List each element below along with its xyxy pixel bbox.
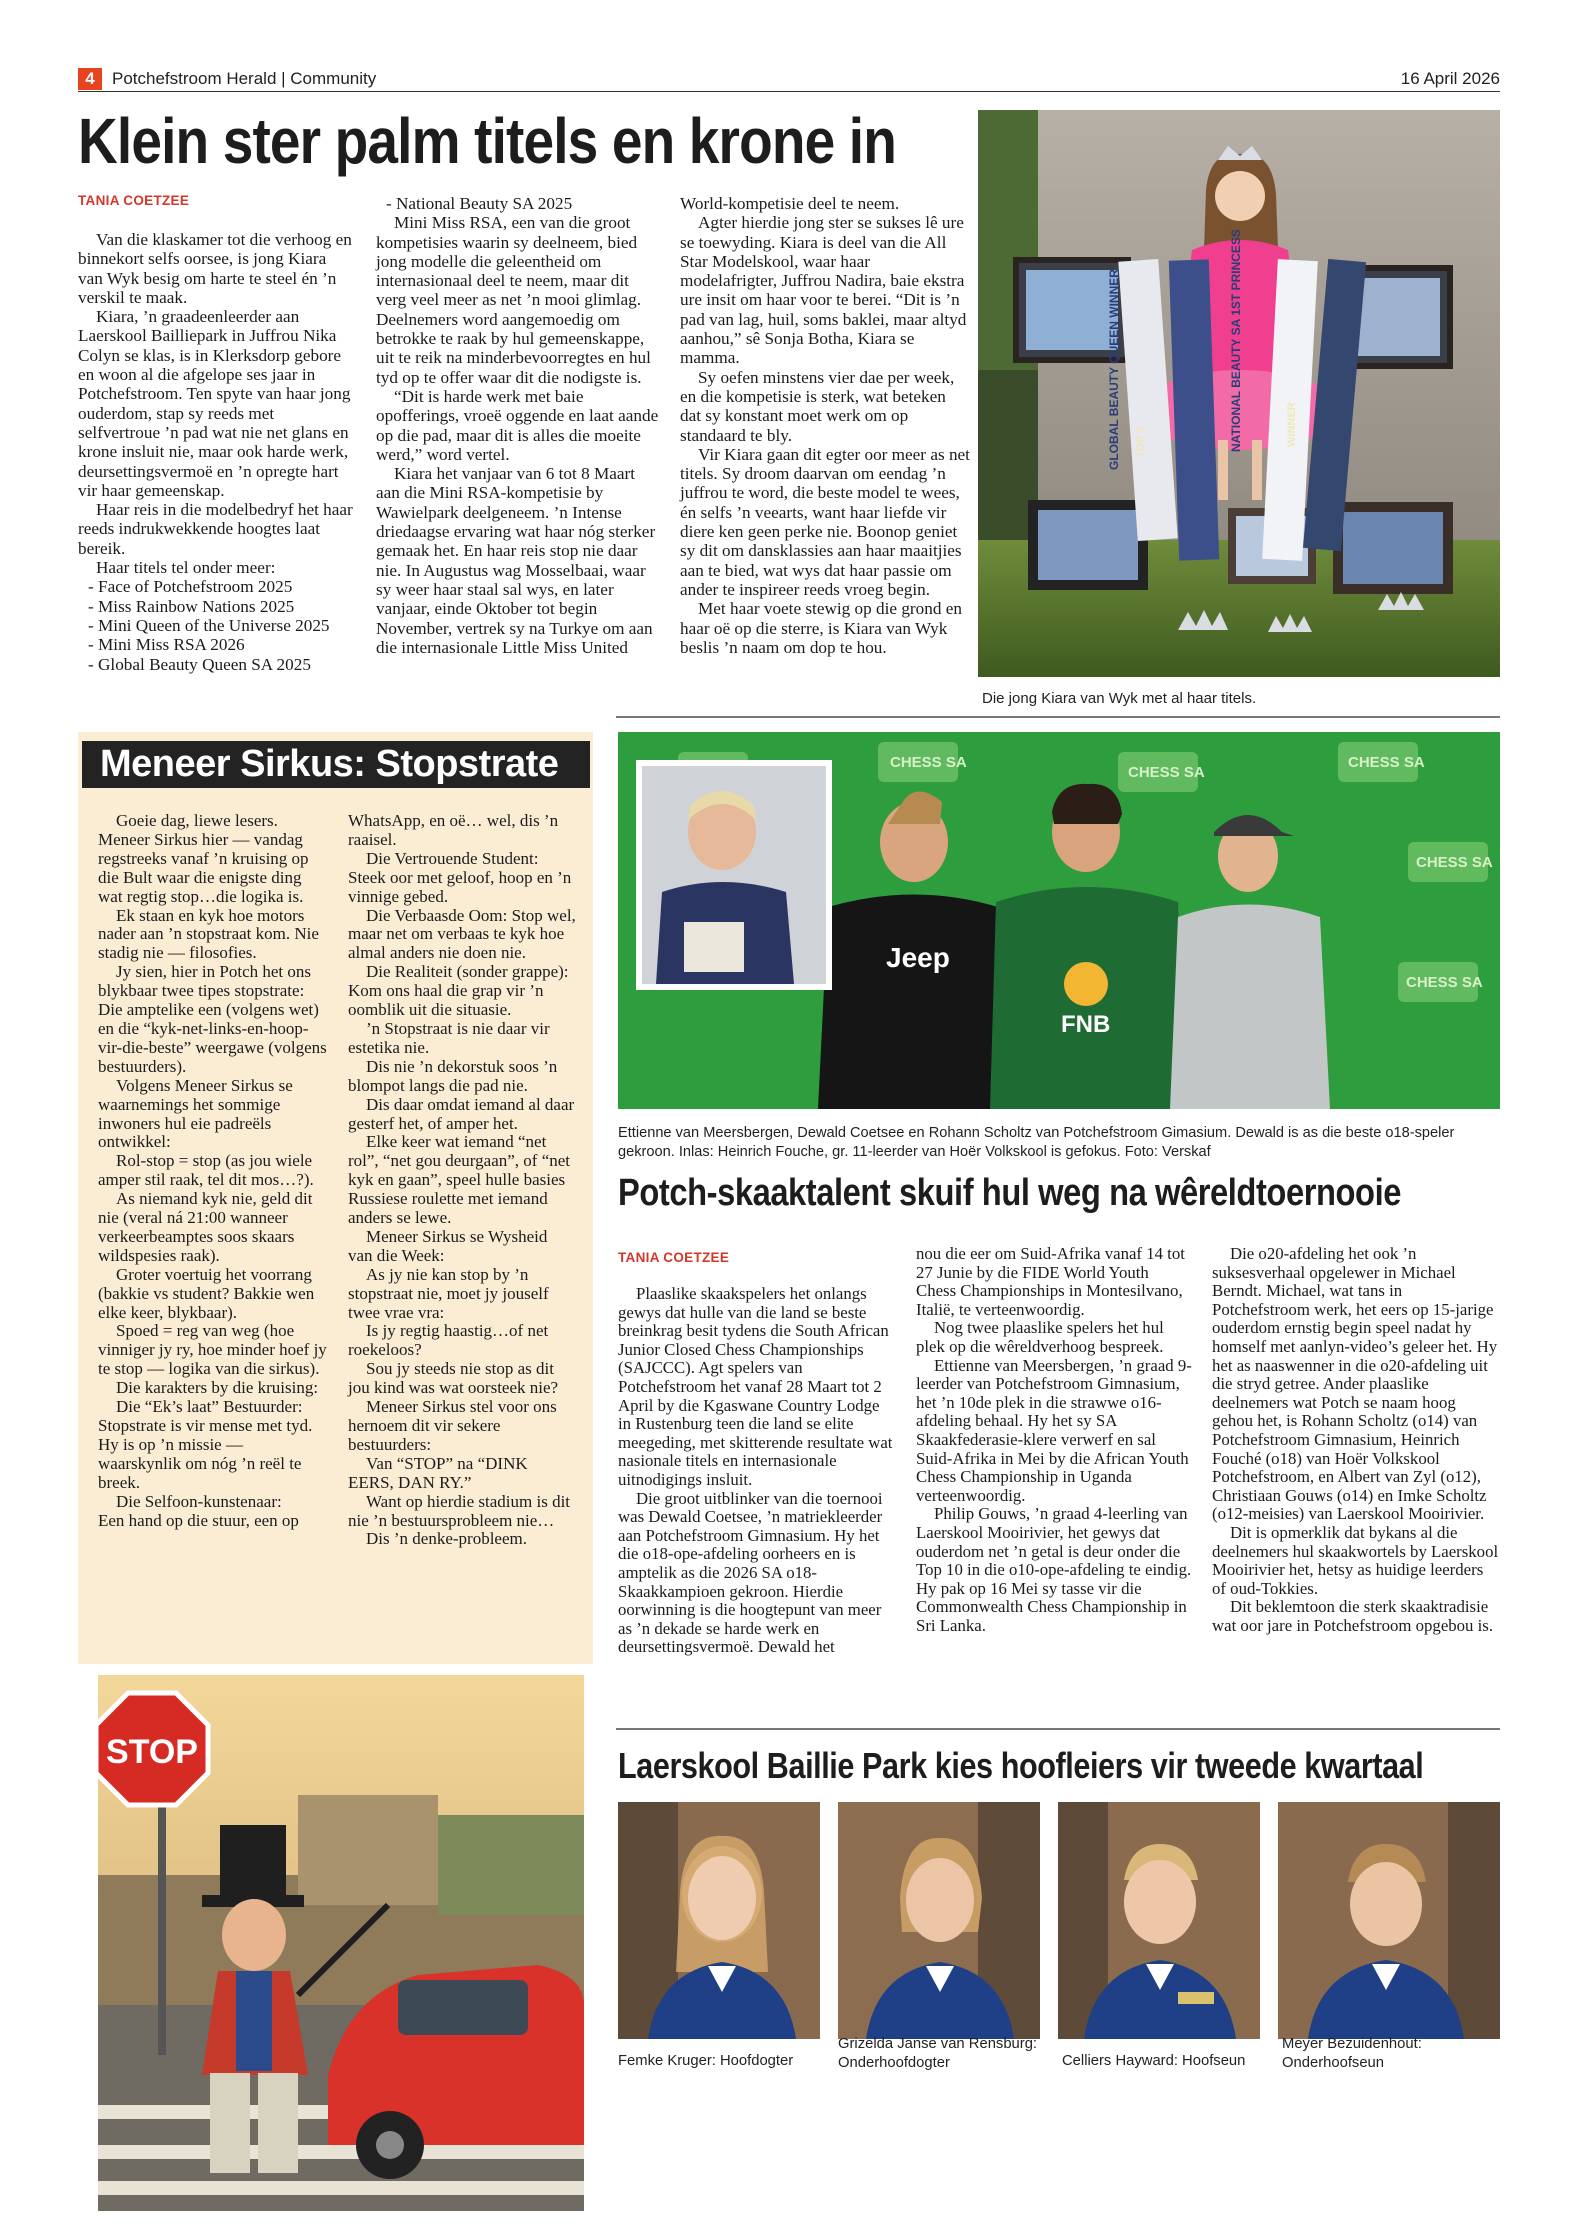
paragraph: Die Vertrouende Student: Steek oor met geloof, hoop en ’n vinnige gebed. (348, 848, 572, 906)
paragraph: Meneer Sirkus se Wysheid van die Week: (348, 1226, 548, 1265)
paragraph: Meneer Sirkus stel voor ons hernoem dit vir sekere bestuurders: (348, 1397, 557, 1454)
section-divider (616, 716, 1500, 718)
paragraph: Die groot uitblinker van die toernooi was Dewald Coetsee, ’n matriekleerder aan Potchefstroom Gimnasium. Hy het die o18-ope-afdeling oorheers en is amptelik as die 2026 SA o18-Skaakkampioen gekroon. Hierdie oorwinning is die hoogtepunt van meer as ’n dekade se harde werk en deursettingsvermoë. Dewald het (618, 1488, 883, 1657)
sash-label: GLOBAL BEAUTY QUEEN WINNER (1107, 269, 1121, 470)
paragraph: WhatsApp, en oë… wel, dis ’n raaisel. (348, 811, 559, 849)
paragraph: Mini Miss RSA, een van die groot kompetisies waarin sy deelneem, bied jong modelle die geleentheid om internasionaal deel te neem, maar dit verg veel meer as net ’n mooi glimlag. Deelnemers word aangemoedig om betrokke te raak by hul gemeenskappe, uit te reik na minderbevoorregtes en hul tyd op te offer waar dit die nodigste is. (376, 213, 651, 387)
paragraph: Groter voertuig het voorrang (bakkie vs student? Bakkie wen elke keer, blykbaar). (98, 1264, 315, 1322)
chess-photo (618, 732, 1500, 1109)
byline: TANIA COETZEE (618, 1250, 730, 1265)
kiara-photo-caption: Die jong Kiara van Wyk met al haar titels. (982, 690, 1257, 707)
paragraph: “Dit is harde werk met baie opofferings, vroeë oggende en laat aande op die pad, maar dit is alles die moeite werd,” word vertel. (376, 386, 659, 464)
section-divider (616, 1728, 1500, 1730)
shirt-logo-text: Jeep (886, 942, 950, 973)
stop-sign-text: STOP (106, 1733, 198, 1771)
shirt-logo-text: FNB (1061, 1011, 1111, 1038)
issue-date: 16 April 2026 (1400, 69, 1500, 88)
sirkus-headline: Meneer Sirkus: Stopstrate (82, 741, 590, 788)
sirkus-column-1 (98, 812, 330, 1530)
paragraph: Die karakters by die kruising: (116, 1378, 319, 1398)
title-list-item: - Miss Rainbow Nations 2025 (88, 596, 295, 616)
paragraph: ’n Stopstraat is nie daar vir estetika nie. (348, 1018, 550, 1057)
paragraph: Dis nie ’n dekorstuk soos ’n blompot langs die pad nie. (348, 1056, 558, 1095)
byline: TANIA COETZEE (78, 193, 190, 208)
paragraph: Kiara het vanjaar van 6 tot 8 Maart aan die Mini RSA-kompetisie by Wawielpark deelgeneem. ’n Intense driedaagse ervaring wat haar nóg sterker gemaak het. En haar reis stop nie daar nie. In Augustus wag Mosselbaai, waar sy weer haar staal sal wys, en later vanjaar, einde Oktober tot begin November, vertrek sy na Turkye om aan die internasionale Little Miss United (376, 464, 656, 657)
paragraph: Een hand op die stuur, een op (98, 1510, 299, 1530)
paragraph: Sou jy steeds nie stop as dit jou kind was wat oorsteek nie? (348, 1359, 559, 1398)
paragraph: Spoed = reg van weg (hoe vinniger jy ry, hoe minder hoef jy te stop — logika van die sirkus). (98, 1321, 327, 1379)
page-number: 4 (78, 68, 102, 90)
page-folio (78, 68, 1500, 92)
paragraph: World-kompetisie deel te neem. (680, 194, 900, 213)
story1-column-2 (376, 194, 660, 657)
portrait-celliers (1058, 1802, 1260, 2039)
paragraph: Ek staan en kyk hoe motors nader aan ’n stopstraat kom. Nie stadig nie — filosofies. (98, 905, 319, 963)
paragraph: Nog twee plaaslike spelers het hul plek op die wêreldverhoog bespreek. (916, 1318, 1164, 1356)
paragraph: Die Selfoon-kunstenaar: (116, 1491, 282, 1511)
backdrop-logo-text: CHESS SA (1416, 854, 1493, 871)
portrait-caption: Celliers Hayward: Hoofseun (1062, 2053, 1246, 2069)
paragraph: Die “Ek’s laat” Bestuurder: Stopstrate is vir mense met tyd. Hy is op ’n missie — waarskynlik om nóg ’n reël te breek. (98, 1397, 313, 1492)
paragraph: Dis ’n denke-probleem. (366, 1529, 527, 1549)
sirkus-column-2 (348, 812, 576, 1549)
chess-column-2 (916, 1245, 1192, 1635)
title-list-item: - National Beauty SA 2025 (386, 194, 573, 213)
story1-column-1 (78, 230, 354, 674)
backdrop-logo-text: CHESS SA (1406, 974, 1483, 991)
chess-photo-caption: Ettienne van Meersbergen, Dewald Coetsee en Rohann Scholtz van Potchefstroom Gimasium. Dewald is as die beste o18-speler gekroon. Inlas: Heinrich Fouche, gr. 11-leerder van Hoër Volkskool is gefokus. Foto: Verskaf (618, 1125, 1455, 1160)
title-list-item: - Mini Miss RSA 2026 (88, 635, 245, 655)
baillie-headline: Laerskool Baillie Park kies hoofleiers vir tweede kwartaal (618, 1745, 1424, 1786)
section-label: Potchefstroom Herald | Community (112, 69, 377, 88)
backdrop-logo-text: CHESS SA (1128, 764, 1205, 781)
paragraph: As niemand kyk nie, geld dit nie (veral ná 21:00 wanneer verkeerbeamptes soos skaars wildspesies raak). (98, 1189, 313, 1265)
sash-label: WINNER (1286, 402, 1298, 447)
paragraph: Dit beklemtoon die sterk skaaktradisie wat oor jare in Potchefstroom opgebou is. (1212, 1597, 1494, 1635)
portrait-caption: Femke Kruger: Hoofdogter (618, 2053, 794, 2069)
paragraph: Philip Gouws, ’n graad 4-leerling van Laerskool Mooirivier, het gewys dat ouderdom net ’n getal is deur onder die Top 10 in die o10-ope-afdeling te eindig. Hy pak op 16 Mei sy tasse vir die Commonwealth Chess Championship in Sri Lanka. (916, 1504, 1192, 1635)
paragraph: As jy nie kan stop by ’n stopstraat nie, moet jy jouself twee vrae vra: (348, 1264, 549, 1322)
chess-column-1 (618, 1285, 896, 1657)
paragraph: Agter hierdie jong ster se sukses lê ure se toewyding. Kiara is deel van die All Star Modelskool, waar haar modelafrigter, Juffrou Nadira, baie ekstra ure insit om haar voor te berei. “Dit is ’n pad van lag, huil, soms baklei, maar altyd aanhou,” sê Sonja Botha, Kiara se mamma. (680, 213, 967, 368)
story-headline-kiara: Klein ster palm titels en krone in (78, 105, 896, 177)
backdrop-logo-text: CHESS SA (890, 754, 967, 771)
chess-headline: Potch-skaaktalent skuif hul weg na wêreldtoernooie (618, 1172, 1401, 1214)
portrait-grizelda (838, 1802, 1040, 2039)
paragraph: Haar reis in die modelbedryf het haar reeds indrukwekkende hoogtes laat bereik. (78, 500, 353, 558)
paragraph: Die o20-afdeling het ook ’n suksesverhaal opgelewer in Michael Berndt. Michael, wat tans in Potchefstroom werk, het eers op 15-jarige ouderdom ernstig begin speel nadat hy homself met aanlyn-video’s geleer het. Hy het as naaswenner in die o20-afdeling uit die stryd getree. Ander plaaslike deelnemers wat Potch se naam hoog gehou het, is Rohann Scholtz (o14) van Potchefstroom Gimnasium, Heinrich Fouché (o18) van Hoër Volkskool Potchefstroom, en Albert van Zyl (o12), Christiaan Gouws (o14) en Imke Scholtz (o12-meisies) van Laerskool Mooirivier. (1212, 1244, 1498, 1524)
kiara-photo (978, 110, 1500, 677)
paragraph: Rol-stop = stop (as jou wiele amper stil raak, tel dit mos…?). (98, 1151, 314, 1190)
paragraph: Dis daar omdat iemand al daar gesterf het, of amper het. (348, 1094, 575, 1133)
paragraph: Elke keer wat iemand “net rol”, “net gou deurgaan”, of “net kyk en gaan”, speel hulle basies Russiese roulette met iemand anders se lewe. (348, 1132, 571, 1228)
sash-label: TOP 3 (1135, 426, 1147, 458)
portrait-caption: Grizelda Janse van Rensburg: Onderhoofdogter (838, 2036, 1038, 2071)
paragraph: Goeie dag, liewe lesers. Meneer Sirkus hier — vandag regstreeks vanaf ’n kruising op die Bult waar die enigste ding wat regtig stop…die logika is. (98, 811, 309, 906)
paragraph: Kiara, ’n graadeenleerder aan Laerskool Bailliepark in Juffrou Nika Colyn se klas, is in Klerksdorp gebore en woon al die afgelope ses jaar in Potchefstroom. Ten spyte van haar jong ouderdom, stap sy reeds met selfvertroue ’n pad wat nie net glans en krone insluit nie, maar ook harde werk, deursettingsvermoë en ’n opregte hart vir haar gemeenskap. (78, 307, 351, 500)
paragraph: Van “STOP” na “DINK EERS, DAN RY.” (348, 1453, 528, 1492)
paragraph: Volgens Meneer Sirkus se waarnemings het sommige inwoners hul eie padreëls ontwikkel: (98, 1075, 293, 1152)
paragraph: Plaaslike skaakspelers het onlangs gewys dat hulle van die land se beste breinkrag besit tydens die South African Junior Closed Chess Championships (SAJCCC). Agt spelers van Potchefstroom het vanaf 28 Maart tot 2 April by die Kgaswane Country Lodge in Rustenburg teen die land se elite meegeding, met skitterende resultate wat nasionale titels en internasionale uitnodigings insluit. (618, 1284, 893, 1489)
title-list-item: - Mini Queen of the Universe 2025 (88, 615, 330, 635)
backdrop-logo-text: CHESS SA (1348, 754, 1425, 771)
paragraph: Die Realiteit (sonder grappe): Kom ons haal die grap vir ’n oomblik uit die situasie. (348, 962, 569, 1020)
chess-column-3 (1212, 1245, 1500, 1635)
title-list-item: - Face of Potchefstroom 2025 (88, 577, 293, 597)
paragraph: Dit is opmerklik dat bykans al die deelnemers hul skaakwortels by Laerskool Mooirivier het, hetsy as huidige leerders of oud-Tokkies. (1212, 1522, 1499, 1598)
paragraph: Van die klaskamer tot die verhoog en binnekort selfs oorsee, is jong Kiara van Wyk besig om harte te steel én ’n verskil te maak. (78, 230, 352, 307)
portrait-caption: Meyer Bezuidenhout: Onderhoofseun (1282, 2036, 1422, 2071)
paragraph: nou die eer om Suid-Afrika vanaf 14 tot 27 Junie by die FIDE World Youth Chess Championships in Montesilvano, Italië, te verteenwoordig. (916, 1244, 1185, 1319)
paragraph: Sy oefen minstens vier dae per week, en die kompetisie is sterk, wat beteken dat sy konstant moet werk om op standaard te bly. (680, 367, 955, 445)
paragraph: Want op hierdie stadium is dit nie ’n bestuursprobleem nie… (348, 1491, 571, 1530)
portrait-femke (618, 1802, 820, 2039)
paragraph: Die Verbaasde Oom: Stop wel, maar net om verbaas te kyk hoe almal anders nie doen nie. (348, 905, 576, 963)
portrait-meyer (1278, 1802, 1500, 2039)
sirkus-cartoon (98, 1675, 584, 2211)
paragraph: Vir Kiara gaan dit egter oor meer as net titels. Sy droom daarvan om eendag ’n juffrou te word, die beste model te wees, én selfs ’n veearts, want haar liefde vir diere ken geen perke nie. Boonop geniet sy dit om dansklassies aan haar maaitjies aan te bied, wat wys dat haar passie om ander te inspireer reeds vroeg begin. (680, 444, 970, 599)
story1-column-3 (680, 194, 970, 657)
paragraph: Is jy regtig haastig…of net roekeloos? (348, 1321, 549, 1360)
sash-label: NATIONAL BEAUTY SA 1ST PRINCESS (1229, 229, 1243, 452)
paragraph: Ettienne van Meersbergen, ’n graad 9-leerder van Potchefstroom Gimnasium, het ’n 10de plek in die strawwe o16-afdeling behaal. Hy het sy SA Skaakfederasie-klere verwerf en sal Suid-Afrika in Mei by die African Youth Chess Championship in Uganda verteenwoordig. (916, 1355, 1192, 1505)
paragraph: Met haar voete stewig op die grond en haar oë op die sterre, is Kiara van Wyk beslis ’n naam om dop te hou. (680, 599, 962, 657)
paragraph: Jy sien, hier in Potch het ons blykbaar twee tipes stopstrate: Die amptelike een (volgens wet) en die “kyk-net-links-en-hoop-vir-die-beste” weergawe (volgens bestuurders). (98, 962, 327, 1076)
title-list-item: - Global Beauty Queen SA 2025 (88, 654, 311, 674)
paragraph: Haar titels tel onder meer: (96, 558, 276, 578)
